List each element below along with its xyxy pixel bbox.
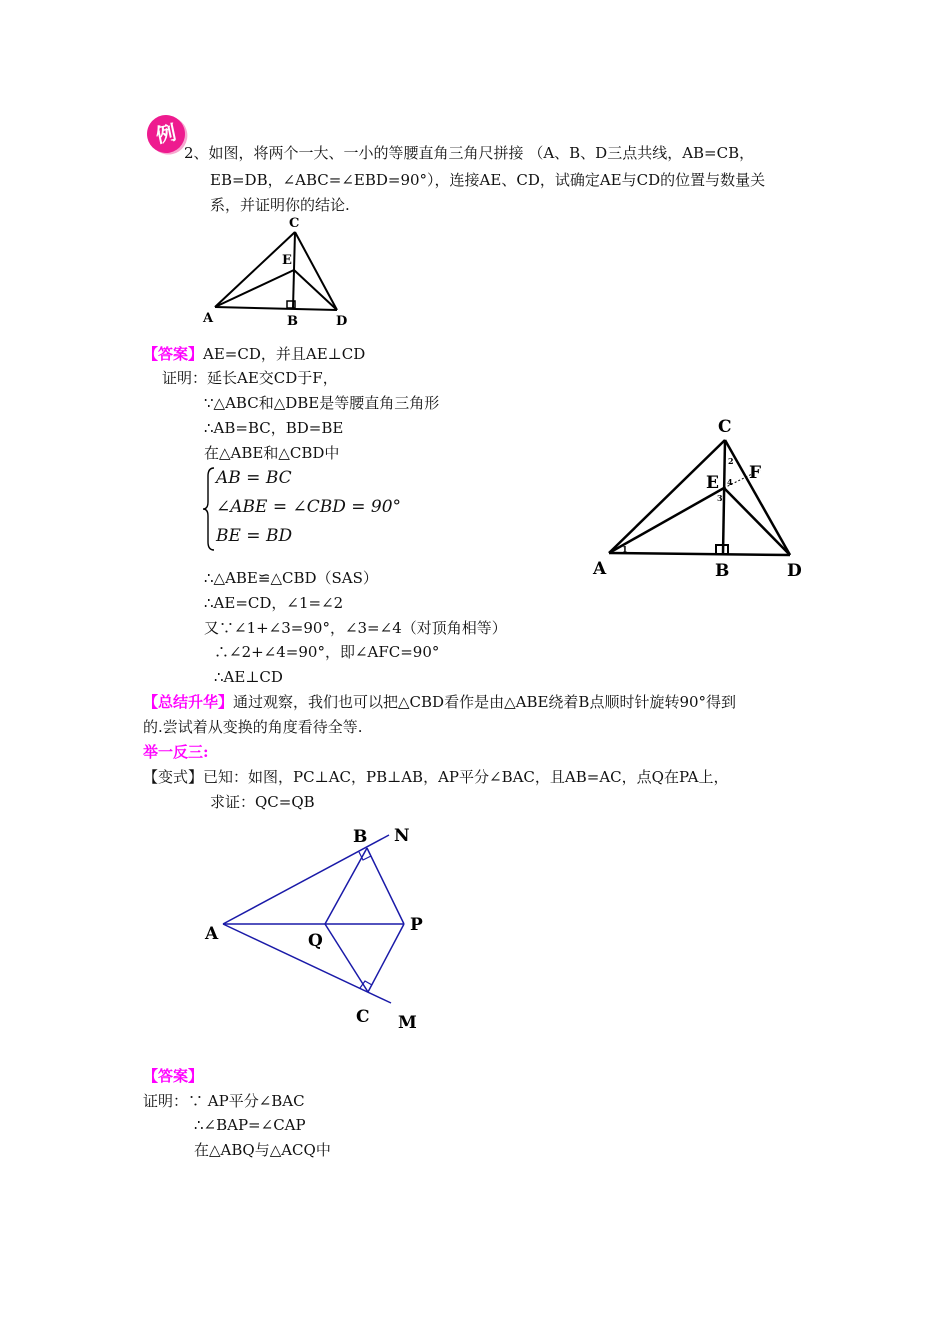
summary-row bbox=[143, 692, 736, 712]
label-F: F bbox=[749, 463, 762, 483]
angle-4: 4 bbox=[727, 477, 733, 487]
seg-BP bbox=[367, 848, 404, 924]
proof1-line-9: ∴AE⊥CD bbox=[214, 668, 283, 686]
label-B: B bbox=[287, 314, 298, 329]
proof1-line-1: 证明：延长AE交CD于F， bbox=[162, 369, 338, 387]
label-A: A bbox=[593, 559, 607, 579]
variant-tag: 【变式】 bbox=[143, 768, 204, 786]
label-Q: Q bbox=[308, 931, 323, 951]
label-B: B bbox=[715, 561, 730, 581]
brace bbox=[202, 466, 216, 552]
example-badge: 例 bbox=[143, 111, 188, 156]
proof2-line-3: 在△ABQ与△ACQ中 bbox=[194, 1141, 331, 1159]
variant-line-2: 求证：QC=QB bbox=[210, 793, 315, 811]
label-P: P bbox=[410, 915, 423, 935]
seg-CD bbox=[295, 232, 337, 310]
angle-1: 1 bbox=[622, 544, 628, 554]
summary-line-1: 通过观察，我们也可以把△CBD看作是由△ABE绕着B点顺时针旋转90°得到 bbox=[233, 693, 737, 711]
seg-AE bbox=[215, 270, 294, 307]
variant-row bbox=[143, 767, 729, 787]
summary-line-2: 的.尝试着从变换的角度看待全等. bbox=[143, 718, 363, 736]
figure-2 bbox=[585, 408, 815, 588]
practice-title: 举一反三: bbox=[143, 743, 209, 761]
label-E: E bbox=[282, 253, 292, 268]
answer2-tag: 【答案】 bbox=[143, 1067, 204, 1085]
label-D: D bbox=[336, 314, 348, 329]
label-M: M bbox=[398, 1013, 417, 1033]
proof1-line-8: ∴∠2+∠4=90°，即∠AFC=90° bbox=[214, 643, 440, 661]
label-B: B bbox=[353, 827, 368, 847]
proof1-line-3: ∴AB=BC，BD=BE bbox=[204, 419, 344, 437]
seg-QB bbox=[325, 848, 367, 924]
proof1-line-5: ∴△ABE≌△CBD（SAS） bbox=[204, 569, 378, 587]
label-A: A bbox=[203, 311, 214, 326]
math-line-3: BE = BD bbox=[216, 526, 293, 546]
answer1-conclusion: AE=CD，并且AE⊥CD bbox=[203, 345, 366, 363]
label-C: C bbox=[718, 417, 732, 437]
label-D: D bbox=[787, 561, 802, 581]
ray-AM bbox=[223, 924, 391, 1003]
proof2-line-2: ∴∠BAP=∠CAP bbox=[194, 1116, 306, 1134]
label-C: C bbox=[289, 216, 300, 231]
seg-CB bbox=[723, 440, 725, 554]
seg-CP bbox=[368, 924, 404, 992]
answer1-row bbox=[143, 344, 365, 364]
proof2-line-1: 证明：∵ AP平分∠BAC bbox=[143, 1092, 305, 1110]
figure-1 bbox=[195, 210, 365, 335]
angle-2: 2 bbox=[728, 456, 734, 466]
answer1-tag: 【答案】 bbox=[143, 345, 204, 363]
example-line-1: 2、如图，将两个一大、一小的等腰直角三角尺拼接 （A、B、D三点共线，AB=CB， bbox=[184, 144, 755, 162]
label-N: N bbox=[394, 826, 410, 846]
math-line-1: AB = BC bbox=[216, 468, 292, 488]
angle-3: 3 bbox=[717, 493, 723, 503]
label-A: A bbox=[205, 924, 219, 944]
example-line-2: EB=DB，∠ABC=∠EBD=90°），连接AE、CD，试确定AE与CD的位置与数量关 bbox=[210, 171, 766, 189]
proof1-line-7: 又∵∠1+∠3=90°，∠3=∠4（对顶角相等） bbox=[204, 619, 507, 637]
summary-tag: 【总结升华】 bbox=[143, 693, 234, 711]
variant-line-1: 已知：如图，PC⊥AC，PB⊥AB，AP平分∠BAC，且AB=AC，点Q在PA上， bbox=[203, 768, 729, 786]
example-line-3: 系，并证明你的结论. bbox=[210, 196, 350, 214]
proof1-line-4: 在△ABE和△CBD中 bbox=[204, 444, 340, 462]
proof1-line-2: ∵△ABC和△DBE是等腰直角三角形 bbox=[204, 394, 440, 412]
seg-AC bbox=[215, 232, 295, 307]
seg-ED bbox=[294, 270, 337, 310]
seg-AD bbox=[609, 553, 790, 555]
ray-AN bbox=[223, 835, 389, 924]
math-line-2: ∠ABE = ∠CBD = 90° bbox=[216, 497, 402, 517]
figure-3 bbox=[195, 818, 435, 1038]
proof1-line-6: ∴AE=CD，∠1=∠2 bbox=[204, 594, 344, 612]
label-E: E bbox=[706, 473, 719, 493]
label-C: C bbox=[356, 1007, 370, 1027]
seg-AD bbox=[215, 307, 337, 310]
